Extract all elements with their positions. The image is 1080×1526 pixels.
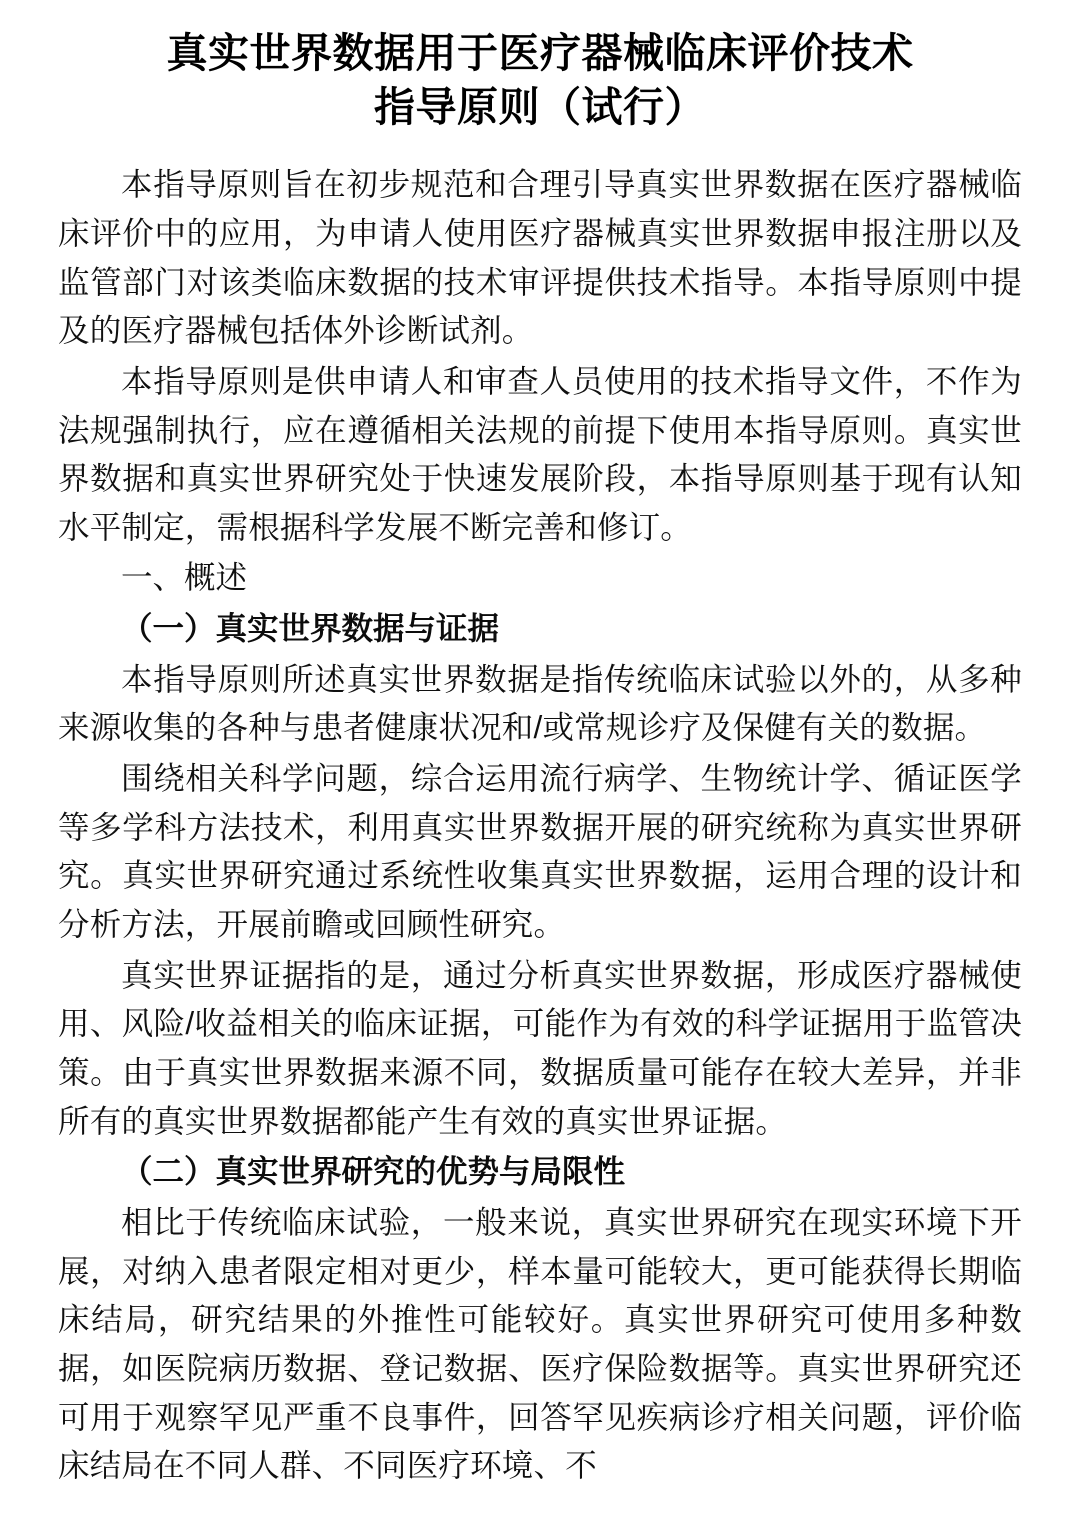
section-heading-1: 一、概述 <box>121 559 248 596</box>
page-title <box>58 26 1022 134</box>
paragraph-2: 本指导原则是供申请人和审查人员使用的技术指导文件，不作为法规强制执行，应在遵循相关法规的前提下使用本指导原则。真实世界数据和真实世界研究处于快速发展阶段，本指导原则基于现有认知水平制定，需根据科学发展不断完善和修订。 <box>58 362 1022 545</box>
paragraph-4: 围绕相关科学问题，综合运用流行病学、生物统计学、循证医学等多学科方法技术，利用真实世界数据开展的研究统称为真实世界研究。真实世界研究通过系统性收集真实世界数据，运用合理的设计和分析方法，开展前瞻或回顾性研究。 <box>58 760 1022 943</box>
paragraph-5: 真实世界证据指的是，通过分析真实世界数据，形成医疗器械使用、风险/收益相关的临床证据，可能作为有效的科学证据用于监管决策。由于真实世界数据来源不同，数据质量可能存在较大差异，并非所有的真实世界数据都能产生有效的真实世界证据。 <box>58 956 1022 1139</box>
paragraph-3: 本指导原则所述真实世界数据是指传统临床试验以外的，从多种来源收集的各种与患者健康状况和/或常规诊疗及保健有关的数据。 <box>58 660 1022 746</box>
paragraph-1: 本指导原则旨在初步规范和合理引导真实世界数据在医疗器械临床评价中的应用，为申请人使用医疗器械真实世界数据申报注册以及监管部门对该类临床数据的技术审评提供技术指导。本指导原则中提及的医疗器械包括体外诊断试剂。 <box>58 166 1022 349</box>
page-title-line-1: 真实世界数据用于医疗器械临床评价技术 <box>166 30 914 76</box>
document-body <box>58 160 1022 1490</box>
section-heading-1-1: （一）真实世界数据与证据 <box>121 610 500 647</box>
section-heading-1-2: （二）真实世界研究的优势与局限性 <box>121 1153 626 1190</box>
paragraph-6: 相比于传统临床试验，一般来说，真实世界研究在现实环境下开展，对纳入患者限定相对更少，样本量可能较大，更可能获得长期临床结局，研究结果的外推性可能较好。真实世界研究可使用多种数据，如医院病历数据、登记数据、医疗保险数据等。真实世界研究还可用于观察罕见严重不良事件，回答罕见疾病诊疗相关问题，评价临床结局在不同人群、不同医疗环境、不 <box>58 1204 1022 1484</box>
page-title-line-2: 指导原则（试行） <box>374 84 706 131</box>
